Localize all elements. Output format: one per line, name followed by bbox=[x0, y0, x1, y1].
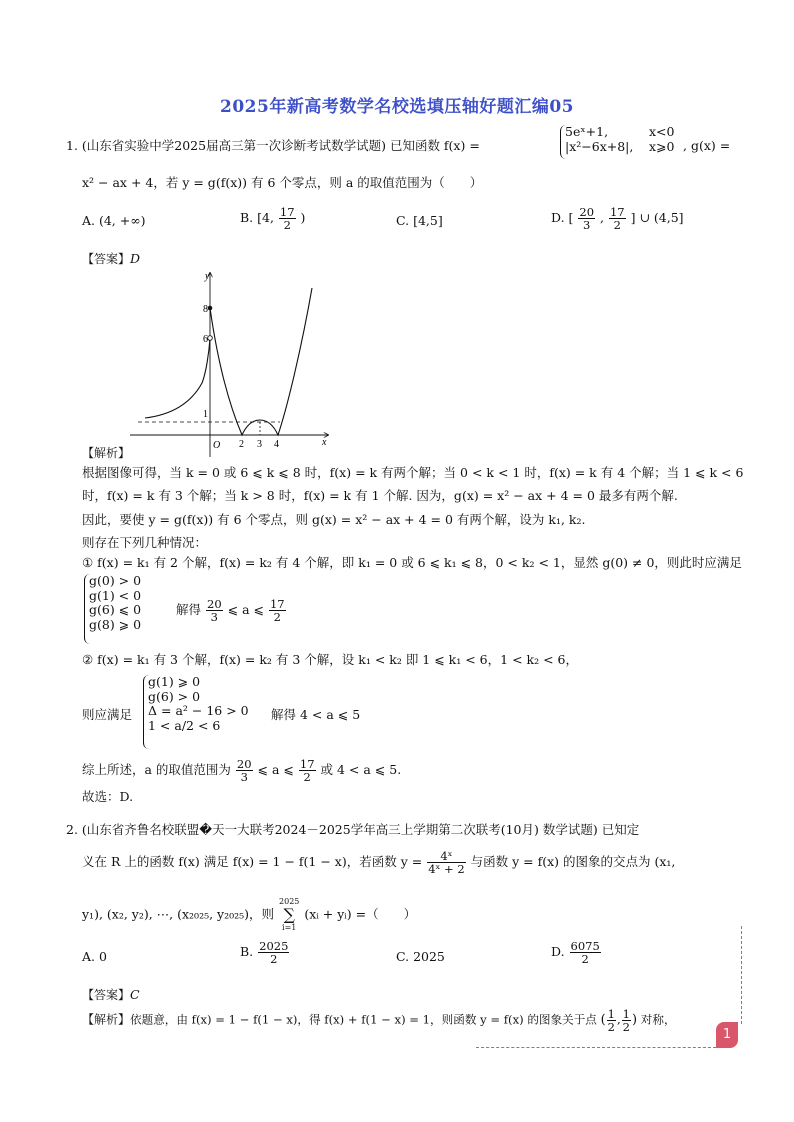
y-tick-6: 6 bbox=[203, 334, 208, 345]
summary-suffix: 或 4 < a ⩽ 5. bbox=[320, 762, 402, 777]
frac-num: 20 bbox=[236, 757, 252, 771]
system-row: g(6) > 0 bbox=[148, 688, 201, 704]
q2-option-b-prefix: B. bbox=[240, 944, 254, 959]
frac-den: 2 bbox=[581, 952, 589, 966]
system-row: 1 < a/2 < 6 bbox=[148, 717, 221, 733]
result-frac1 bbox=[206, 598, 223, 623]
q1-option-b-suffix: ) bbox=[300, 210, 306, 225]
page-title: 2025年新高考数学名校选填压轴好题汇编05 bbox=[220, 97, 574, 117]
frac-den: 3 bbox=[210, 610, 218, 624]
q2-stem-line3 bbox=[82, 897, 416, 933]
q2-option-d-prefix: D. bbox=[551, 944, 565, 959]
q1-analysis-line1: 根据图像可得，当 k = 0 或 6 ⩽ k ⩽ 8 时，f(x) = k 有两个解；当 0 < k < 1 时，f(x) = k 有 4 个解；当 1 ⩽ k < 6 bbox=[82, 465, 744, 480]
q1-system-2-result: 解得 4 < a ⩽ 5 bbox=[271, 707, 361, 722]
answer-value: C bbox=[130, 987, 140, 1002]
q1-option-b bbox=[240, 206, 305, 231]
frac-num: 2025 bbox=[259, 939, 289, 953]
q1-option-d bbox=[551, 206, 684, 231]
frac-num: 17 bbox=[279, 205, 295, 219]
q2-analysis: 【解析】依题意，由 f(x) = 1 − f(1 − x)，得 f(x) + f(1 − x) = 1，则函数 y = f(x) 的图象关于点 ( $\frac{1}{2}$ , $\frac{1}{2}$ ) 对称， bbox=[82, 1007, 676, 1034]
frac-den: 2 bbox=[283, 218, 291, 232]
q2-point-frac2 bbox=[622, 1008, 631, 1033]
q1-stem-tail: , g(x) = bbox=[683, 138, 731, 153]
q2-summation bbox=[279, 897, 299, 933]
q1-case-2: ② f(x) = k₁ 有 3 个解，f(x) = k₂ 有 3 个解，设 k₁ < k₂ 即 1 ⩽ k₁ < 6，1 < k₂ < 6， bbox=[82, 652, 578, 667]
frac-num: 6075 bbox=[570, 939, 600, 953]
frac-den: 3 bbox=[240, 770, 248, 784]
answer-label: 【答案】 bbox=[82, 252, 131, 266]
q2-analysis-prefix: 依题意，由 f(x) = 1 − f(1 − x)，得 f(x) + f(1 − x) = 1，则函数 y = f(x) 的图象关于点 bbox=[130, 1012, 597, 1027]
frac-den: 2 bbox=[622, 1020, 630, 1034]
right-branch-curve bbox=[210, 288, 312, 435]
frac-den: 4ˣ + 2 bbox=[428, 862, 465, 876]
origin-label: O bbox=[213, 440, 221, 451]
answer-label: 【答案】 bbox=[82, 988, 131, 1002]
frac-num: 1 bbox=[607, 1007, 615, 1021]
q1-piecewise bbox=[560, 125, 685, 159]
frac-den: 2 bbox=[303, 770, 311, 784]
q1-system-2-prefix: 则应满足 bbox=[82, 707, 133, 722]
frac-den: 2 bbox=[270, 952, 278, 966]
q2-option-d bbox=[551, 940, 602, 965]
summary-mid: ⩽ a ⩽ bbox=[257, 762, 294, 777]
q1-system-1 bbox=[84, 574, 141, 644]
q1-option-b-frac bbox=[279, 206, 296, 231]
q1-option-d-frac2 bbox=[609, 206, 626, 231]
result-frac2 bbox=[269, 598, 286, 623]
summary-prefix: 综上所述，a 的取值范围为 bbox=[82, 762, 231, 777]
q2-option-d-frac bbox=[570, 940, 601, 965]
frac-num: 20 bbox=[207, 597, 222, 611]
x-tick-3: 3 bbox=[257, 439, 262, 450]
q1-option-c: C. [4,5] bbox=[396, 213, 443, 228]
system-row: g(6) ⩽ 0 bbox=[89, 602, 142, 617]
frac-den: 2 bbox=[607, 1020, 615, 1034]
q1-system-2 bbox=[143, 675, 249, 749]
analysis-label: 【解析】 bbox=[82, 1012, 131, 1027]
q1-option-d-suffix: ] ∪ (4,5] bbox=[630, 210, 684, 225]
left-branch-curve bbox=[145, 338, 210, 418]
q1-analysis-line3: 因此，要使 y = g(f(x)) 有 6 个零点，则 g(x) = x² − ax + 4 = 0 有两个解，设为 k₁, k₂. bbox=[82, 512, 586, 527]
x-axis-label: x bbox=[322, 437, 327, 448]
q1-analysis-label: 【解析】 bbox=[82, 446, 131, 460]
q2-line3-suffix: (xᵢ + yᵢ) =（ ） bbox=[304, 906, 417, 922]
system-row: g(8) ⩾ 0 bbox=[89, 616, 142, 632]
x-tick-4: 4 bbox=[274, 439, 279, 450]
corner-dashed-horizontal bbox=[476, 1047, 716, 1048]
system-row: g(1) ⩾ 0 bbox=[148, 674, 201, 689]
page-number-badge: 1 bbox=[716, 1022, 738, 1048]
q1-function-graph bbox=[130, 265, 340, 460]
system-row: g(0) > 0 bbox=[89, 573, 142, 588]
paren-open: ( bbox=[600, 1012, 606, 1028]
q1-option-a: A. (4, +∞) bbox=[82, 213, 146, 228]
q2-function-frac bbox=[427, 850, 465, 875]
q1-option-b-prefix: B. [4, bbox=[240, 210, 274, 225]
open-point-6 bbox=[208, 336, 213, 341]
corner-dashed-vertical bbox=[741, 926, 742, 1024]
q1-piece2: |x²−6x+8|, bbox=[565, 138, 634, 154]
result-prefix: 解得 bbox=[176, 602, 202, 617]
q1-piece2-cond: x⩾0 bbox=[649, 138, 675, 154]
q1-option-d-frac1 bbox=[578, 206, 595, 231]
q2-point-frac1 bbox=[607, 1008, 616, 1033]
sum-upper-limit: 2025 bbox=[279, 897, 300, 906]
q2-stem-line2 bbox=[82, 850, 675, 875]
system-row: g(1) < 0 bbox=[89, 587, 142, 603]
q1-summary bbox=[82, 758, 401, 783]
system-row: Δ = a² − 16 > 0 bbox=[148, 703, 249, 718]
q2-line3-prefix: y₁), (x₂, y₂), ⋯, (x₂₀₂₅, y₂₀₂₅)，则 bbox=[82, 906, 275, 922]
closed-point-8 bbox=[208, 306, 213, 311]
q2-line2-prefix: 义在 R 上的函数 f(x) 满足 f(x) = 1 − f(1 − x)，若函数 y = bbox=[82, 854, 423, 869]
y-axis-label: y bbox=[205, 271, 210, 282]
q2-option-c: C. 2025 bbox=[396, 949, 445, 964]
q1-choice: 故选：D. bbox=[82, 789, 134, 804]
y-tick-8: 8 bbox=[203, 304, 208, 315]
frac-den: 3 bbox=[583, 218, 591, 232]
q1-analysis-line5: ① f(x) = k₁ 有 2 个解，f(x) = k₂ 有 4 个解，即 k₁ = 0 或 6 ⩽ k₁ ⩽ 8，0 < k₂ < 1，显然 g(0) ≠ 0，则此时应满足 bbox=[82, 555, 742, 570]
frac-den: 2 bbox=[613, 218, 621, 232]
frac-den: 2 bbox=[273, 610, 281, 624]
q1-analysis-line4: 则存在下列几种情况： bbox=[82, 535, 208, 550]
summary-frac2 bbox=[299, 758, 316, 783]
frac-num: 1 bbox=[622, 1007, 630, 1021]
q2-answer bbox=[82, 984, 140, 1003]
q2-option-b bbox=[240, 940, 290, 965]
q1-system-1-result bbox=[176, 598, 287, 623]
frac-num: 17 bbox=[269, 597, 285, 611]
answer-value: D bbox=[130, 251, 141, 266]
sum-symbol: ∑ bbox=[283, 905, 295, 924]
q2-line2-suffix: 与函数 y = f(x) 的图象的交点为 (x₁, bbox=[470, 854, 676, 869]
y-tick-1: 1 bbox=[203, 409, 208, 420]
q1-option-d-mid: , bbox=[600, 210, 604, 225]
result-mid: ⩽ a ⩽ bbox=[227, 602, 264, 617]
q2-option-a: A. 0 bbox=[82, 949, 107, 964]
q1-stem-line1: 1. (山东省实验中学2025届高三第一次诊断考试数学试题) 已知函数 f(x) = bbox=[66, 138, 480, 153]
q2-stem-line1: 2. (山东省齐鲁名校联盟�天一大联考2024－2025学年高三上学期第二次联考(10月) 数学试题) 已知定 bbox=[66, 822, 640, 837]
q1-piece1: 5eˣ+1, bbox=[565, 124, 609, 139]
q1-option-d-prefix: D. [ bbox=[551, 210, 574, 225]
q2-option-b-frac bbox=[258, 940, 289, 965]
frac-num: 4ˣ bbox=[427, 850, 465, 863]
q1-analysis-line2: 时，f(x) = k 有 3 个解；当 k > 8 时，f(x) = k 有 1 个解. 因为，g(x) = x² − ax + 4 = 0 最多有两个解. bbox=[82, 488, 678, 503]
frac-num: 20 bbox=[579, 205, 595, 219]
summary-frac1 bbox=[236, 758, 253, 783]
paren-close: ) bbox=[632, 1012, 638, 1028]
q1-piece1-cond: x<0 bbox=[649, 124, 675, 139]
frac-num: 17 bbox=[609, 205, 625, 219]
q2-analysis-suffix: 对称， bbox=[640, 1012, 676, 1027]
sum-lower-limit: i=1 bbox=[282, 923, 297, 932]
x-tick-2: 2 bbox=[239, 439, 244, 450]
frac-num: 17 bbox=[299, 757, 315, 771]
q1-stem-line2: x² − ax + 4，若 y = g(f(x)) 有 6 个零点，则 a 的取值范围为（ ） bbox=[82, 175, 483, 190]
